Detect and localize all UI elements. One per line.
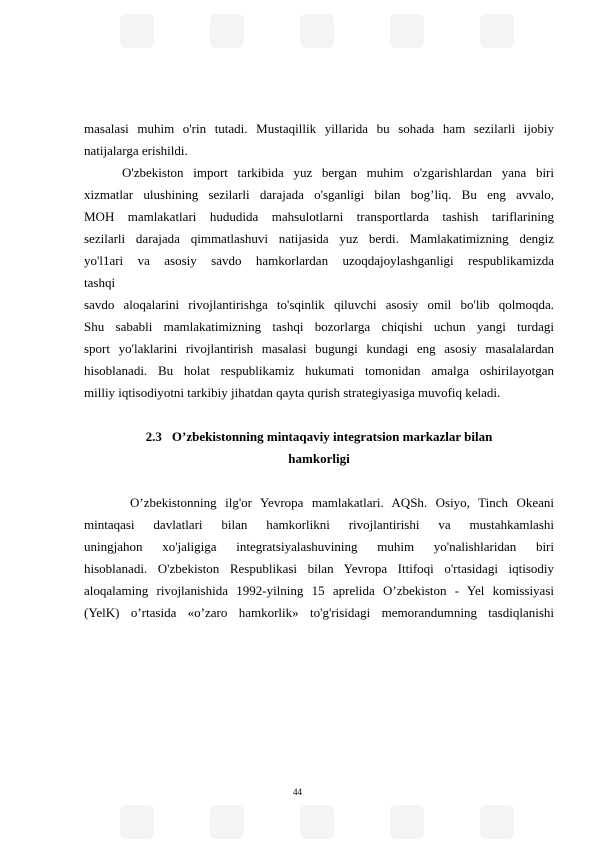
- document-body: [84, 118, 554, 624]
- watermark-icon: [300, 14, 334, 48]
- text-line: O'zbekiston import tarkibida yuz bergan muhim o'zgarishlardan yana biri: [122, 165, 554, 180]
- watermark-icon: [390, 14, 424, 48]
- text-line: O’zbekistonning ilg'or Yevropa mamlakatlari. AQSh. Osiyo, Tinch Okeani: [130, 495, 554, 510]
- watermark-icon: [480, 805, 514, 839]
- section-heading: [84, 426, 554, 470]
- text-line: natijalarga erishildi.: [84, 143, 188, 158]
- paragraph-3: [84, 294, 554, 404]
- text-line: MOH mamlakatlari hududida mahsulotlarni transportlarda tashish tariflarining: [84, 209, 554, 224]
- paragraph-4: [84, 492, 554, 624]
- text-line: hisoblanadi. Bu holat respublikamiz hukumati tomonidan amalga oshirilayotgan: [84, 363, 554, 378]
- text-line: sezilarli darajada qimmatlashuvi natijasida yuz berdi. Mamlakatimizning dengiz: [84, 231, 554, 246]
- paragraph-2: [84, 162, 554, 294]
- watermark-icon: [480, 14, 514, 48]
- text-line: savdo aloqalarini rivojlantirishga to'sqinlik qiluvchi asosiy omil bo'lib qolmoqda.: [84, 297, 554, 312]
- text-line: (YelK) o’rtasida «o’zaro hamkorlik» to'g'risidagi memorandumning tasdiqlanishi: [84, 605, 554, 620]
- section-heading-line-2: hamkorligi: [288, 451, 350, 466]
- watermark-icon: [300, 805, 334, 839]
- watermark-icon: [210, 14, 244, 48]
- watermark-icon: [210, 805, 244, 839]
- text-line: uningjahon xo'jaligiga integratsiyalashuvining muhim yo'nalishlaridan biri: [84, 539, 554, 554]
- watermark-icon: [120, 14, 154, 48]
- paragraph-1: [84, 118, 554, 162]
- watermark-icon: [390, 805, 424, 839]
- text-line: xizmatlar ulushining sezilarli darajada o'sganligi bilan bog’liq. Bu eng avvalo,: [84, 187, 554, 202]
- text-line: sport yo'laklarini rivojlantirish masalasi bugungi kundagi eng asosiy masalalardan: [84, 341, 554, 356]
- text-line: mintaqasi davlatlari bilan hamkorlikni rivojlantirishi va mustahkamlashi: [84, 517, 554, 532]
- text-line: tashqi: [84, 275, 116, 290]
- watermark-icon: [120, 805, 154, 839]
- section-title: O’zbekistonning mintaqaviy integratsion markazlar bilan: [171, 429, 493, 444]
- page-number: 44: [293, 787, 302, 797]
- text-line: milliy iqtisodiyotni tarkibiy jihatdan qayta qurish strategiyasiga muvofiq keladi.: [84, 385, 501, 400]
- text-line: Shu sababli mamlakatimizning tashqi bozorlarga chiqishi uchun yangi turdagi: [84, 319, 554, 334]
- section-heading-line-1: [84, 426, 554, 448]
- text-line: yo'l1ari va asosiy savdo hamkorlardan uzoqdajoylashganligi respublikamizda: [84, 253, 554, 268]
- section-number: 2.3: [145, 429, 162, 444]
- text-line: hisoblanadi. O'zbekiston Respublikasi bilan Yevropa Ittifoqi o'rtasidagi iqtisodiy: [84, 561, 554, 576]
- text-line: masalasi muhim o'rin tutadi. Mustaqillik yillarida bu sohada ham sezilarli ijobiy: [84, 121, 554, 136]
- text-line: aloqalaming rivojlanishida 1992-yilning 15 aprelida O’zbekiston - Yel komissiyasi: [84, 583, 554, 598]
